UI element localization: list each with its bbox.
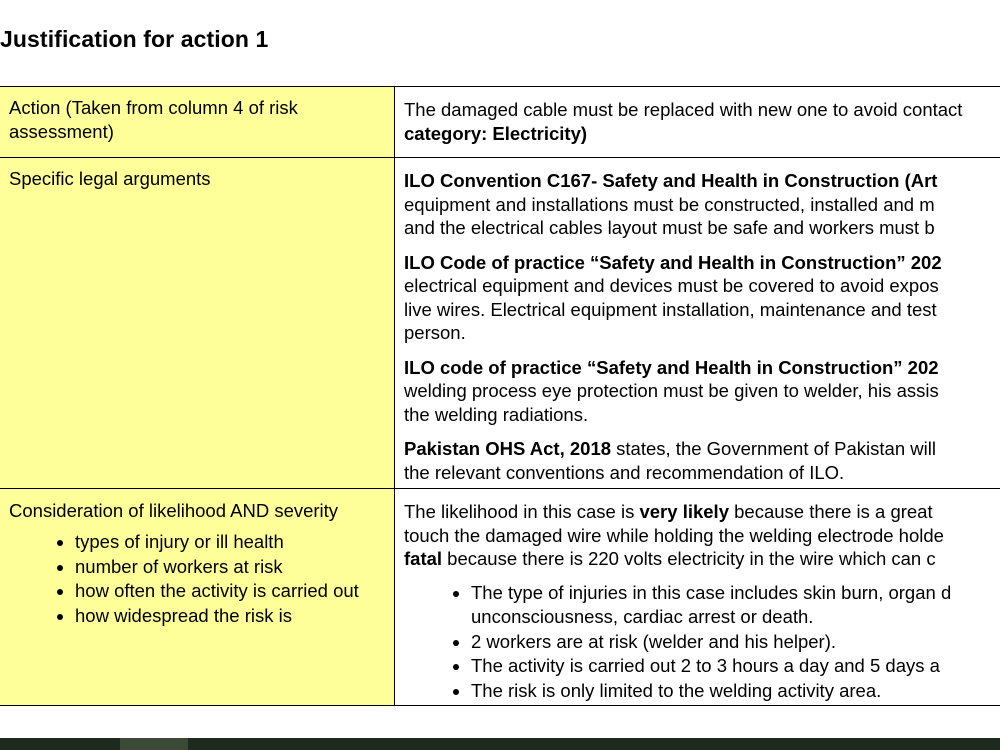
legal-p3-line-2: welding process eye protection must be given to welder, his assis: [404, 380, 939, 401]
legal-p4-line-1-rest: states, the Government of Pakistan will: [611, 438, 936, 459]
legal-p2-line-4: person.: [404, 322, 466, 343]
action-line-1: The damaged cable must be replaced with new one to avoid contact: [404, 99, 963, 120]
likelihood-label: Consideration of likelihood AND severity: [9, 500, 339, 521]
legal-label: Specific legal arguments: [9, 168, 211, 189]
list-item: • The risk is only limited to the welding activity area.: [471, 679, 1000, 704]
footer-bar-segment: [120, 738, 188, 750]
likelihood-label-cell: [0, 489, 395, 706]
action-label-cell: [0, 87, 395, 158]
legal-p3-line-3: the welding radiations.: [404, 403, 589, 425]
list-item: • number of workers at risk: [75, 554, 384, 579]
legal-p3-heading: ILO code of practice “Safety and Health in Construction” 202: [404, 356, 939, 378]
list-item-text-cont: unconsciousness, cardiac arrest or death.: [471, 606, 814, 627]
legal-p4-heading: Pakistan OHS Act, 2018: [404, 438, 612, 459]
page-title: Justification for action 1: [0, 26, 269, 52]
justification-table: [0, 86, 1000, 706]
likelihood-line-3: [404, 547, 1000, 571]
list-item: • how often the activity is carried out: [75, 579, 384, 603]
severity-rating: fatal: [404, 548, 443, 569]
legal-p1-line-3: and the electrical cables layout must be safe and workers must b: [404, 217, 935, 238]
list-item: • types of injury or ill health: [75, 529, 384, 554]
list-item: • how widespread the risk is: [75, 603, 384, 628]
list-item-text: The type of injuries in this case includes skin burn, organ d: [471, 581, 952, 603]
table-row-legal: [0, 158, 1000, 489]
legal-paragraph-3: [404, 356, 1000, 427]
action-content-cell: [395, 87, 1000, 158]
list-item: • The activity is carried out 2 to 3 hours a day and 5 days a: [471, 654, 1000, 679]
table-row-action: [0, 87, 1000, 158]
likelihood-line-1-b: because there is a great: [728, 501, 933, 522]
likelihood-line-2: touch the damaged wire while holding the welding electrode holde: [404, 524, 944, 546]
legal-label-cell: [0, 158, 395, 489]
action-label: Action (Taken from column 4 of risk assessment): [9, 97, 298, 142]
legal-content-cell: [395, 158, 1000, 489]
likelihood-content-cell: [395, 489, 1000, 706]
likelihood-criteria-list: [9, 529, 384, 628]
likelihood-line-1-a: The likelihood in this case is: [404, 501, 640, 522]
legal-p2-line-3: live wires. Electrical equipment installation, maintenance and test: [404, 298, 937, 320]
likelihood-details-list: [404, 581, 1000, 704]
likelihood-line-1: [404, 500, 1000, 524]
list-item: [471, 581, 1000, 630]
legal-p4-line-2: the relevant conventions and recommendation of ILO.: [404, 461, 845, 483]
legal-p2-heading: ILO Code of practice “Safety and Health in Construction” 202: [404, 251, 942, 273]
legal-p1-line-2: equipment and installations must be constructed, installed and m: [404, 193, 935, 215]
legal-paragraph-4: [404, 437, 1000, 484]
legal-paragraph-1: [404, 169, 1000, 240]
list-item: • 2 workers are at risk (welder and his helper).: [471, 630, 1000, 655]
likelihood-line-3-rest: because there is 220 volts electricity in the wire which can c: [442, 548, 936, 569]
legal-p2-line-2: electrical equipment and devices must be covered to avoid expos: [404, 275, 939, 296]
likelihood-rating: very likely: [639, 501, 729, 522]
action-line-2: category: Electricity): [404, 122, 588, 144]
table-row-likelihood: [0, 489, 1000, 706]
legal-paragraph-2: [404, 251, 1000, 345]
legal-p1-heading: ILO Convention C167- Safety and Health in Construction (Art: [404, 170, 938, 191]
